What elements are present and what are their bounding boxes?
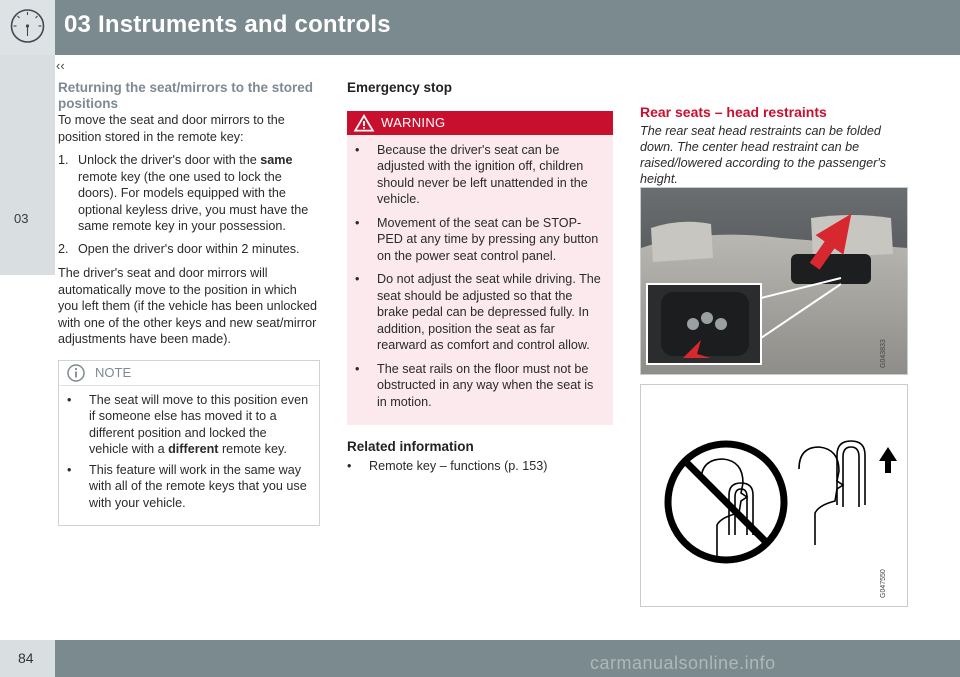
- info-circle-icon: [67, 364, 85, 382]
- warning-header: [347, 111, 613, 135]
- warning-list: [347, 142, 613, 411]
- list-item: • The seat rails on the floor must not be obstructed in any way when the seat is in motion.: [355, 361, 594, 409]
- list-item: • Movement of the seat can be STOP-PED at any time by pressing any button on the power seat control panel.: [355, 215, 599, 263]
- warning-triangle-icon: [353, 113, 375, 133]
- list-item: • This feature will work in the same way with all of the remote keys that you use with your vehicle.: [67, 462, 307, 510]
- related-link[interactable]: • Remote key – functions (p. 153): [347, 458, 548, 473]
- list-item: • Do not adjust the seat while driving. The seat should be adjusted so that the brake pedal can be depressed fully. In addition, position the seat as far rearward as comfort and control allow.: [355, 272, 601, 352]
- image-code-2: G047550: [880, 569, 887, 598]
- note-list: [59, 392, 319, 512]
- step-number: 2.: [58, 241, 69, 256]
- column-emergency-stop: [347, 80, 613, 478]
- section-heading-stored-positions: Returning the seat/mirrors to the stored positions: [58, 80, 314, 111]
- list-item: • The seat will move to this position even if someone else has moved it to a different position and locked the vehicle with a different remote key.: [67, 392, 309, 456]
- list-item: • Because the driver's seat can be adjusted with the ignition off, children should never be left unattended in the vehicle.: [355, 142, 588, 206]
- head-restraint-illustration: [640, 384, 908, 607]
- column-stored-positions: [58, 80, 320, 526]
- warning-box: [347, 111, 613, 426]
- body-paragraph: The driver's seat and door mirrors will automatically move to the position in which you left them (if the vehicle has been unlocked with one of the other keys and new seat/mirror adjustments have been made).: [58, 266, 318, 346]
- section-heading-head-restraints: Rear seats – head restraints: [640, 104, 827, 120]
- page-number: 84: [18, 650, 34, 666]
- steps-list: [58, 152, 320, 257]
- related-list: [347, 458, 613, 475]
- back-navigation-link[interactable]: ‹‹: [56, 58, 65, 73]
- note-label: NOTE: [95, 364, 132, 380]
- warning-label: WARNING: [381, 114, 446, 130]
- note-box: [58, 360, 320, 527]
- head-restraint-photo: [640, 187, 908, 375]
- chapter-number: 03: [14, 211, 29, 226]
- intro-italic-paragraph: The rear seat head restraints can be folded down. The center head restraint can be raised/lowered according to the passenger's height.: [640, 124, 887, 186]
- related-information-heading: Related information: [347, 439, 474, 454]
- watermark: carmanualsonline.info: [590, 653, 776, 673]
- intro-paragraph: To move the seat and door mirrors to the position stored in the remote key:: [58, 113, 285, 144]
- chapter-icon-box: [0, 0, 55, 55]
- speedometer-icon: [0, 0, 55, 55]
- page-footer: [0, 640, 960, 677]
- page-title: 03 Instruments and controls: [64, 11, 391, 38]
- step-number: 1.: [58, 153, 69, 167]
- section-heading-emergency-stop: Emergency stop: [347, 80, 453, 95]
- chapter-sidebar: [0, 55, 55, 275]
- list-item: 2. Open the driver's door within 2 minutes.: [58, 241, 300, 256]
- image-code-1: G043833: [880, 339, 887, 368]
- list-item: 1. Unlock the driver's door with the same remote key (the one used to lock the doors). For models equipped with the optional keyless drive, you must have the same remote key in your possession.: [58, 153, 309, 233]
- note-header: [59, 361, 319, 386]
